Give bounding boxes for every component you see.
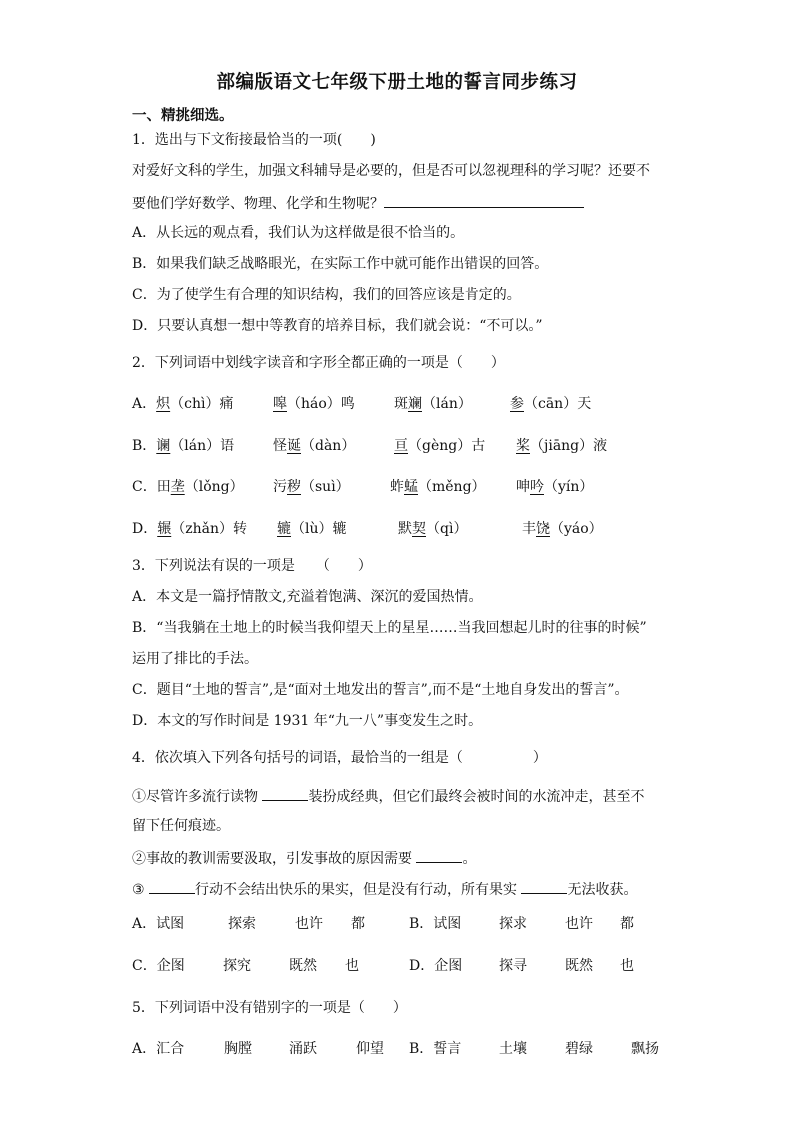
word-item: 污秽（suì） bbox=[273, 479, 350, 495]
option-word: 探求 bbox=[499, 916, 527, 932]
q3-option-b-cont: 运用了排比的手法。 bbox=[132, 651, 258, 667]
option-word: 既然 bbox=[565, 958, 593, 974]
word-item: 亘（gèng）古 bbox=[394, 438, 486, 454]
q2-option-row-b bbox=[132, 436, 752, 456]
word-item: 斑斓（lán） bbox=[394, 396, 472, 412]
word-item: 默契（qì） bbox=[398, 521, 468, 537]
answer-blank[interactable] bbox=[149, 878, 195, 894]
option-word: 胸膛 bbox=[224, 1041, 252, 1057]
answer-blank[interactable] bbox=[521, 878, 567, 894]
word-item: C．田垄（lǒng） bbox=[132, 479, 244, 495]
option-word: 都 bbox=[351, 916, 365, 932]
q4-sentence-1-cont: 留下任何痕迹。 bbox=[132, 818, 230, 834]
q2-option-row-c bbox=[132, 477, 752, 497]
q1-option-c: C．为了使学生有合理的知识结构，我们的回答应该是肯定的。 bbox=[132, 287, 521, 303]
option-word: 碧绿 bbox=[565, 1041, 593, 1057]
answer-blank[interactable] bbox=[262, 785, 308, 801]
q3-stem: 3．下列说法有误的一项是 （ ） bbox=[132, 558, 372, 574]
option-word: 探究 bbox=[223, 958, 251, 974]
option-word: C．企图 bbox=[132, 958, 185, 974]
word-item: B．谰（lán）语 bbox=[132, 438, 235, 454]
q3-option-d: D．本文的写作时间是 1931 年“九一八”事变发生之时。 bbox=[132, 713, 483, 729]
word-item: 怪诞（dàn） bbox=[273, 438, 356, 454]
option-word: A．试图 bbox=[132, 916, 185, 932]
q1-stem: 1．选出与下文衔接最恰当的一项( ) bbox=[132, 132, 376, 148]
q1-option-d: D．只要认真想一想中等教育的培养目标，我们就会说：“不可以。” bbox=[132, 318, 543, 334]
word-item: 辘（lù）辘 bbox=[277, 521, 347, 537]
q4-options-row-1 bbox=[132, 914, 752, 934]
q2-stem: 2．下列词语中划线字读音和字形全都正确的一项是（ ） bbox=[132, 355, 505, 371]
q4-sentence-3: ③ 行动不会结出快乐的果实，但是没有行动，所有果实 无法收获。 bbox=[132, 878, 637, 900]
q4-stem: 4．依次填入下列各句括号的词语，最恰当的一组是（ ） bbox=[132, 750, 547, 766]
option-word: 探索 bbox=[228, 916, 256, 932]
option-word: 仰望 bbox=[356, 1041, 384, 1057]
q1-passage-line-2: 要他们学好数学、物理、化学和生物呢？ bbox=[132, 192, 584, 214]
q4-sentence-1: ①尽管许多流行读物 装扮成经典，但它们最终会被时间的水流冲走，甚至不 bbox=[132, 785, 644, 807]
option-word: 飘扬 bbox=[631, 1041, 659, 1057]
page-title: 部编版语文七年级下册土地的誓言同步练习 bbox=[216, 72, 578, 93]
q5-options-row bbox=[132, 1039, 752, 1059]
option-word: 也许 bbox=[565, 916, 593, 932]
option-word: B．誓言 bbox=[409, 1041, 462, 1057]
q2-option-row-a bbox=[132, 394, 752, 414]
option-word: D．企图 bbox=[409, 958, 463, 974]
option-word: 也许 bbox=[295, 916, 323, 932]
option-word: 都 bbox=[620, 916, 634, 932]
q1-passage-line-1: 对爱好文科的学生，加强文科辅导是必要的，但是否可以忽视理科的学习呢？还要不 bbox=[132, 163, 650, 179]
option-word: 土壤 bbox=[499, 1041, 527, 1057]
q3-option-b: B．“当我躺在土地上的时候当我仰望天上的星星……当我回想起儿时的往事的时候” bbox=[132, 620, 647, 636]
word-item: A．炽（chì）痛 bbox=[132, 396, 234, 412]
q1-option-b: B．如果我们缺乏战略眼光，在实际工作中就可能作出错误的回答。 bbox=[132, 256, 549, 272]
word-item: 呻吟（yín） bbox=[516, 479, 594, 495]
option-word: 也 bbox=[345, 958, 359, 974]
option-word: 也 bbox=[620, 958, 634, 974]
word-item: 桨（jiāng）液 bbox=[516, 438, 608, 454]
q2-option-row-d bbox=[132, 519, 752, 539]
answer-blank[interactable] bbox=[416, 847, 462, 863]
word-item: 丰饶（yáo） bbox=[522, 521, 603, 537]
answer-blank[interactable] bbox=[384, 192, 584, 208]
option-word: 探寻 bbox=[499, 958, 527, 974]
option-word: B．试图 bbox=[409, 916, 462, 932]
q4-options-row-2 bbox=[132, 956, 752, 976]
section-heading: 一、精挑细选。 bbox=[132, 108, 234, 124]
q4-sentence-2: ②事故的教训需要汲取，引发事故的原因需要 。 bbox=[132, 847, 476, 869]
q3-option-a: A．本文是一篇抒情散文,充溢着饱满、深沉的爱国热情。 bbox=[132, 589, 483, 605]
option-word: 既然 bbox=[289, 958, 317, 974]
q1-option-a: A．从长远的观点看，我们认为这样做是很不恰当的。 bbox=[132, 225, 465, 241]
word-item: 参（cān）天 bbox=[510, 396, 592, 412]
option-word: 涌跃 bbox=[289, 1041, 317, 1057]
q3-option-c: C．题目“土地的誓言”,是“面对土地发出的誓言”,而不是“土地自身发出的誓言”。 bbox=[132, 682, 629, 698]
word-item: D．辗（zhǎn）转 bbox=[132, 521, 247, 537]
q5-stem: 5．下列词语中没有错别字的一项是（ ） bbox=[132, 1000, 407, 1016]
word-item: 嗥（háo）鸣 bbox=[273, 396, 355, 412]
word-item: 蚱蜢（měng） bbox=[390, 479, 486, 495]
option-word: A．汇合 bbox=[132, 1041, 185, 1057]
